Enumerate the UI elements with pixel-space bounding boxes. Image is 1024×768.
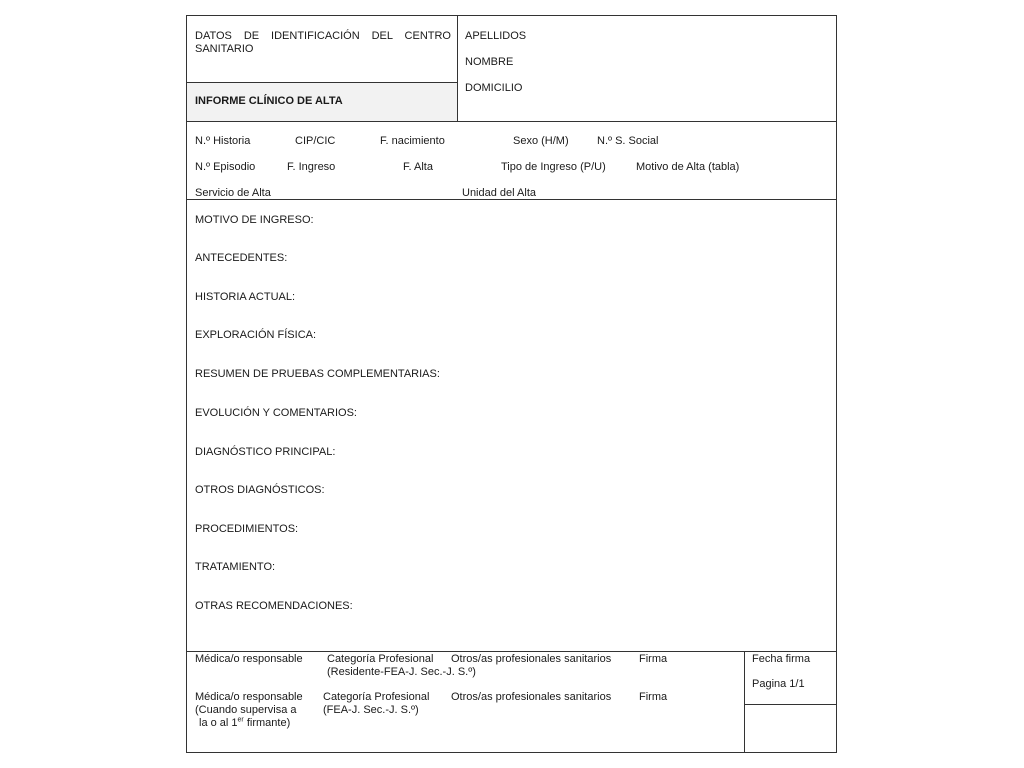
medico-responsable-2: Médica/o responsable <box>195 691 303 703</box>
otros-profesionales-1: Otros/as profesionales sanitarios <box>451 653 612 665</box>
medico-responsable-2-sub1: (Cuando supervisa a <box>195 704 297 716</box>
section-tratamiento: TRATAMIENTO: <box>195 561 276 573</box>
sub2-post: firmante) <box>246 717 291 729</box>
cip-label: CIP/CIC <box>295 135 336 147</box>
discharge-report-form <box>186 15 837 753</box>
section-otras-recom: OTRAS RECOMENDACIONES: <box>195 600 353 612</box>
medico-responsable-1: Médica/o responsable <box>195 653 303 665</box>
firma-1: Firma <box>639 653 668 665</box>
firma-2: Firma <box>639 691 668 703</box>
section-otros-diag: OTROS DIAGNÓSTICOS: <box>195 484 325 496</box>
pagina-label: Pagina 1/1 <box>752 678 805 690</box>
info-bottom-line <box>187 199 837 200</box>
footer-divider <box>744 651 745 753</box>
motivo-alta-label: Motivo de Alta (tabla) <box>636 161 740 173</box>
sexo-label: Sexo (H/M) <box>513 135 569 147</box>
section-evolucion: EVOLUCIÓN Y COMENTARIOS: <box>195 407 357 419</box>
sub2-sup: er <box>237 716 244 724</box>
unidad-label: Unidad del Alta <box>462 187 536 199</box>
centro-divider <box>187 82 457 83</box>
otros-profesionales-2: Otros/as profesionales sanitarios <box>451 691 612 703</box>
episodio-label: N.º Episodio <box>195 161 256 173</box>
fecha-firma-label: Fecha firma <box>752 653 811 665</box>
categoria-2-sub: (FEA-J. Sec.-J. S.º) <box>323 704 419 716</box>
header-bottom-line <box>187 121 837 122</box>
section-diag-principal: DIAGNÓSTICO PRINCIPAL: <box>195 446 336 458</box>
domicilio-label: DOMICILIO <box>465 82 523 94</box>
servicio-label: Servicio de Alta <box>195 187 271 199</box>
section-exploracion: EXPLORACIÓN FÍSICA: <box>195 329 317 341</box>
sub2-pre: la o al 1 <box>199 717 238 729</box>
alta-label: F. Alta <box>403 161 433 173</box>
categoria-2: Categoría Profesional <box>323 691 430 703</box>
nombre-label: NOMBRE <box>465 56 514 68</box>
header-divider <box>457 16 458 121</box>
report-title: INFORME CLÍNICO DE ALTA <box>195 95 343 107</box>
section-antecedentes: ANTECEDENTES: <box>195 252 288 264</box>
categoria-1-sub: (Residente-FEA-J. Sec.-J. S.º) <box>327 666 476 678</box>
section-procedimientos: PROCEDIMIENTOS: <box>195 523 299 535</box>
nacimiento-label: F. nacimiento <box>380 135 445 147</box>
section-pruebas: RESUMEN DE PRUEBAS COMPLEMENTARIAS: <box>195 368 440 380</box>
centro-label: DATOS DE IDENTIFICACIÓN DEL CENTRO SANITARIO <box>195 30 451 55</box>
fecha-box-line <box>744 704 837 705</box>
historia-label: N.º Historia <box>195 135 251 147</box>
medico-responsable-2-sub2 <box>199 717 290 730</box>
section-motivo-ingreso: MOTIVO DE INGRESO: <box>195 214 314 226</box>
tipo-ingreso-label: Tipo de Ingreso (P/U) <box>501 161 606 173</box>
footer-top-line <box>187 651 837 652</box>
ingreso-label: F. Ingreso <box>287 161 336 173</box>
categoria-1: Categoría Profesional <box>327 653 434 665</box>
apellidos-label: APELLIDOS <box>465 30 527 42</box>
social-label: N.º S. Social <box>597 135 659 147</box>
section-historia-actual: HISTORIA ACTUAL: <box>195 291 296 303</box>
